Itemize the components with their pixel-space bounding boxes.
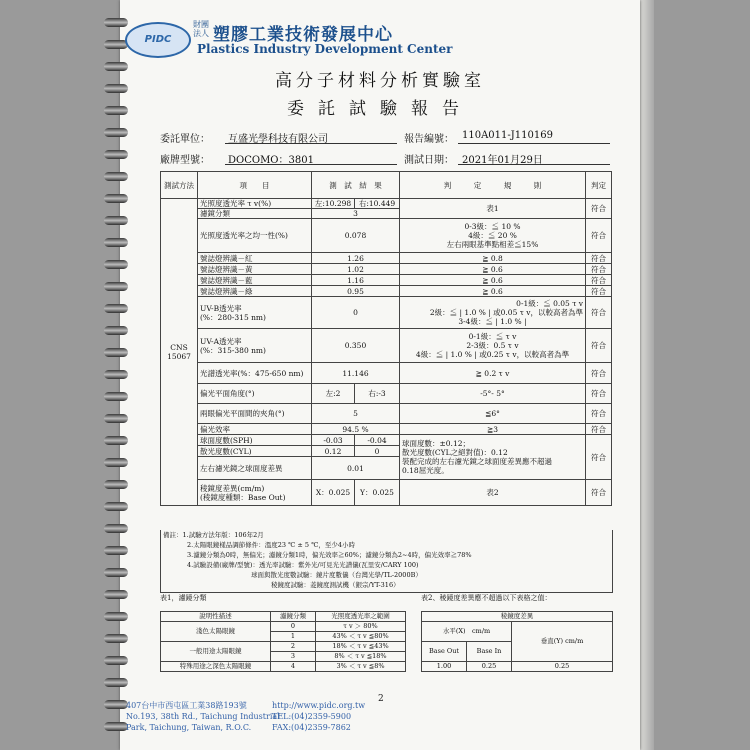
lab-title: 高分子材料分析實驗室 <box>275 71 485 91</box>
item-cell: 號誌燈辨識－紅 <box>198 253 312 264</box>
result-left: 0.12 <box>312 446 355 457</box>
results-table <box>160 171 612 506</box>
table1 <box>160 611 406 672</box>
client-label: 委託單位： <box>160 134 210 145</box>
pidc-logo: PIDC <box>125 22 191 58</box>
result-right: -0.04 <box>355 435 400 446</box>
table1-header: 濾鏡分類 <box>271 612 316 622</box>
table1-desc: 特殊用途之深色太陽眼鏡 <box>161 662 271 672</box>
result-cell: 0 <box>312 297 400 329</box>
table2-base-in: Base In <box>467 642 512 662</box>
note-line: 備註：1.試驗方法年版：106年2月 <box>163 531 264 539</box>
note-line: 2.太陽眼鏡樣品調節條件：溫度23 ℃ ± 5 ℃，至少4小時 <box>187 541 355 549</box>
item-cell: 偏光效率 <box>198 424 312 435</box>
note-line: 球面與散光度數試驗：鏡片度數儀（台灣光學/TL-2000B） <box>251 571 422 579</box>
verdict-cell: 符合 <box>586 219 612 253</box>
footer-addr-en2: Park, Taichung, Taiwan, R.O.C. <box>126 723 252 732</box>
item-cell: 濾鏡分類 <box>198 209 312 219</box>
result-cell: 94.5 % <box>312 424 400 435</box>
report-title: 委託試驗報告 <box>287 99 473 119</box>
criteria-cell: ≦6° <box>400 404 586 424</box>
criteria-cell: 球面度數：±0.12； 散光度數(CYL之絕對值)：0.12 裝配完成的左右濾光鏡之球面度差異應不超過 0.18屈光度。 <box>400 435 586 480</box>
result-cell: 11.146 <box>312 363 400 384</box>
item-cell: 偏光平面角度(°) <box>198 384 312 404</box>
result-cell: 0.95 <box>312 286 400 297</box>
verdict-cell: 符合 <box>586 384 612 404</box>
table1-header: 光照度透光率之範圍 <box>316 612 406 622</box>
criteria-cell: 0-1級：≦ τ v 2-3級：0.5 τ v 4級：≦ | 1.0 % | 或0.25 τ v，以較高者為準 <box>400 329 586 363</box>
result-cell: 1.02 <box>312 264 400 275</box>
result-left: 左:2 <box>312 384 355 404</box>
result-cell: 5 <box>312 404 400 424</box>
footer-fax: FAX:(04)2359-7862 <box>272 723 351 732</box>
verdict-cell: 符合 <box>586 253 612 264</box>
result-cell: 0.350 <box>312 329 400 363</box>
table1-class: 0 <box>271 622 316 632</box>
criteria-cell: 表1 <box>400 199 586 219</box>
criteria-cell: ≧ 0.6 <box>400 275 586 286</box>
header-result: 測 試 結 果 <box>312 172 400 199</box>
footer-addr-cn: 407台中市西屯區工業38路193號 <box>126 701 247 710</box>
item-cell: UV-A透光率 (%：315-380 nm) <box>198 329 312 363</box>
header-verdict: 判定 <box>586 172 612 199</box>
table1-desc: 一般用途太陽眼鏡 <box>161 642 271 662</box>
verdict-cell: 符合 <box>586 404 612 424</box>
table1-class: 1 <box>271 632 316 642</box>
table2-header: 稜鏡度差異 <box>422 612 613 622</box>
item-cell: 光譜透光率(%：475-650 nm) <box>198 363 312 384</box>
org-name-en: Plastics Industry Development Center <box>197 42 453 56</box>
notes-block <box>160 530 613 593</box>
result-cell: 0.078 <box>312 219 400 253</box>
result-cell: 0.01 <box>312 457 400 480</box>
page-number: 2 <box>378 694 384 704</box>
result-cell: 3 <box>312 209 400 219</box>
table1-header: 說明性描述 <box>161 612 271 622</box>
verdict-cell: 符合 <box>586 435 612 480</box>
table2-header: 垂直(Y) cm/m <box>512 622 613 662</box>
verdict-cell: 符合 <box>586 297 612 329</box>
org-type: 財團法人 <box>193 20 209 38</box>
item-cell: 光照度透光率之均一性(%) <box>198 219 312 253</box>
result-left: X：0.025 <box>312 480 355 506</box>
table2-header: 水平(X) cm/m <box>422 622 512 642</box>
footer-tel: TEL:(04)2359-5900 <box>272 712 352 721</box>
verdict-cell: 符合 <box>586 286 612 297</box>
item-cell: 號誌燈辨識－藍 <box>198 275 312 286</box>
test-date-label: 測試日期： <box>404 155 454 166</box>
table1-range: 43% ＜ τ v ≦80% <box>316 632 406 642</box>
report-no-label: 報告編號： <box>404 134 454 145</box>
verdict-cell: 符合 <box>586 199 612 219</box>
criteria-cell: ≧ 0.6 <box>400 264 586 275</box>
header-criteria: 判 定 規 則 <box>400 172 586 199</box>
item-cell: 號誌燈辨識－綠 <box>198 286 312 297</box>
table2-value: 0.25 <box>512 662 613 672</box>
table1-title: 表1，濾鏡分類 <box>160 594 207 602</box>
org-name-cn: 塑膠工業技術發展中心 <box>213 25 393 45</box>
footer-address <box>126 700 280 733</box>
item-cell: 號誌燈辨識－黃 <box>198 264 312 275</box>
result-left: 左:10.298 <box>312 199 355 209</box>
verdict-cell: 符合 <box>586 480 612 506</box>
brand-value: DOCOMO：3801 <box>228 155 314 166</box>
brand-label: 廠牌型號： <box>160 155 210 166</box>
table1-class: 4 <box>271 662 316 672</box>
criteria-cell: 0-3級：≦ 10 % 4級：≦ 20 % 左右兩眼基準點相差≦15% <box>400 219 586 253</box>
footer-contact <box>272 700 365 733</box>
next-page-edge <box>640 0 654 750</box>
verdict-cell: 符合 <box>586 424 612 435</box>
verdict-cell: 符合 <box>586 363 612 384</box>
item-cell: 球面度數(SPH) <box>198 435 312 446</box>
table2-value: 1.00 <box>422 662 467 672</box>
verdict-cell: 符合 <box>586 275 612 286</box>
note-line: 稜鏡度試驗：菱鏡度測試機（銀宗/YT-316） <box>271 581 400 589</box>
test-date-value: 2021年01月29日 <box>462 155 543 166</box>
table1-range: 3% ＜ τ v ≦8% <box>316 662 406 672</box>
item-cell: 稜鏡度差異(cm/m) (稜鏡度種類：Base Out) <box>198 480 312 506</box>
table1-range: τ v ＞ 80% <box>316 622 406 632</box>
table2-base-out: Base Out <box>422 642 467 662</box>
criteria-cell: -5°- 5° <box>400 384 586 404</box>
note-line: 4.試驗設備(廠牌/型號)：透光率試驗：紫外光/可見光光譜儀(瓦里安/CARY 100) <box>187 561 419 569</box>
table1-desc: 淺色太陽眼鏡 <box>161 622 271 642</box>
criteria-cell: ≧ 0.2 τ v <box>400 363 586 384</box>
table1-class: 2 <box>271 642 316 652</box>
result-cell: 1.16 <box>312 275 400 286</box>
item-cell: 光照度透光率 τ v(%) <box>198 199 312 209</box>
item-cell: 兩眼偏光平面間的夾角(°) <box>198 404 312 424</box>
header-item: 項 目 <box>198 172 312 199</box>
org-header <box>125 18 525 64</box>
table2 <box>421 611 613 672</box>
result-right: 右:10.449 <box>355 199 400 209</box>
table2-value: 0.25 <box>467 662 512 672</box>
criteria-cell: 0-1級：≦ 0.05 τ v 2級：≦ | 1.0 % | 或0.05 τ v，以較高者為準 3-4級：≦ | 1.0 % | <box>400 297 586 329</box>
header-method: 測試方法 <box>161 172 198 199</box>
method-cns: CNS 15067 <box>161 199 198 506</box>
result-cell: 1.26 <box>312 253 400 264</box>
criteria-cell: ≧ 0.8 <box>400 253 586 264</box>
client-value: 互盛光學科技有限公司 <box>228 134 328 145</box>
table1-range: 8% ＜ τ v ≦18% <box>316 652 406 662</box>
result-right: 0 <box>355 446 400 457</box>
verdict-cell: 符合 <box>586 329 612 363</box>
result-left: -0.03 <box>312 435 355 446</box>
criteria-cell: ≧ 0.6 <box>400 286 586 297</box>
note-line: 3.濾鏡分類為0時，無偏光；濾鏡分類1時，偏光效率≧60%；濾鏡分類為2~4時，偏光效率≧78% <box>187 551 472 559</box>
criteria-cell: 表2 <box>400 480 586 506</box>
footer-website: http://www.pidc.org.tw <box>272 701 366 710</box>
result-right: 右:-3 <box>355 384 400 404</box>
table1-class: 3 <box>271 652 316 662</box>
criteria-cell: ≧3 <box>400 424 586 435</box>
report-no-value: 110A011-J110169 <box>462 130 553 141</box>
table1-range: 18% ＜ τ v ≦43% <box>316 642 406 652</box>
item-cell: 散光度數(CYL) <box>198 446 312 457</box>
item-cell: UV-B透光率 (%：280-315 nm) <box>198 297 312 329</box>
result-right: Y：0.025 <box>355 480 400 506</box>
footer-addr-en1: No.193, 38th Rd., Taichung Industrial <box>126 712 280 721</box>
item-cell: 左右濾光鏡之球面度差異 <box>198 457 312 480</box>
table2-title: 表2、稜鏡度差異應不超過以下表格之值： <box>421 594 552 602</box>
verdict-cell: 符合 <box>586 264 612 275</box>
